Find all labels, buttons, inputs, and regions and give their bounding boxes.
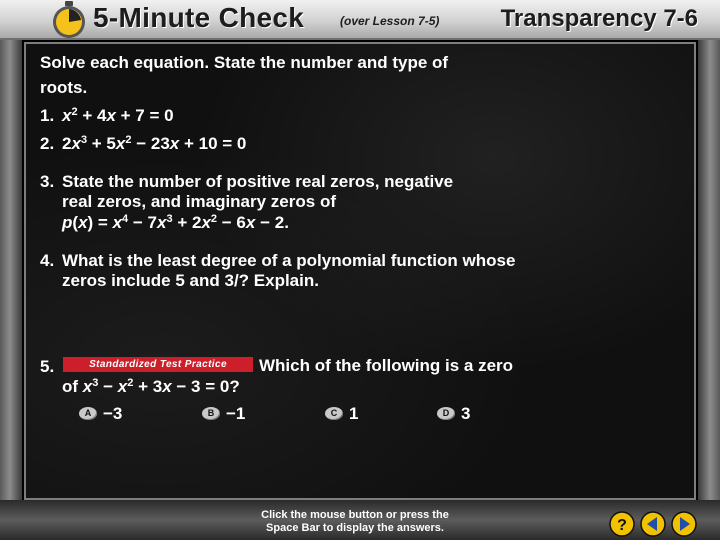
standardized-test-practice-badge: Standardized Test Practice — [63, 357, 253, 372]
header-bar — [0, 0, 720, 40]
question-4-number: 4. — [40, 251, 55, 270]
question-2-equation: $2x^3 + 5x^2 - 23x + 10 = 0$ — [62, 134, 247, 153]
lesson-reference: (over Lesson 7-5) — [340, 14, 440, 28]
previous-arrow-icon[interactable] — [640, 511, 666, 537]
question-1-number: 1. — [40, 106, 55, 125]
page-title: 5-Minute Check — [93, 2, 305, 33]
choice-value-b: −1 — [226, 404, 246, 423]
choice-value-d: 3 — [461, 404, 471, 423]
help-symbol: ? — [617, 517, 627, 534]
question-5-number: 5. — [40, 357, 55, 376]
choice-letter-d: D — [437, 407, 455, 420]
choice-value-c: 1 — [349, 404, 359, 423]
choice-letter-a: A — [79, 407, 97, 420]
instructions-line-1: Click the mouse button or press the — [261, 509, 449, 521]
question-5-line-1: Which of the following is a zero — [259, 356, 514, 375]
left-frame-rail — [0, 40, 22, 540]
question-5-equation: of $x^3 - x^2 + 3x - 3 = 0$? — [62, 377, 240, 396]
question-4-line-1: What is the least degree of a polynomial function whose — [62, 251, 516, 270]
transparency-label: Transparency 7-6 — [500, 5, 698, 32]
next-arrow-icon[interactable] — [671, 511, 697, 537]
choice-letter-c: C — [325, 407, 343, 420]
choice-letter-b: B — [202, 407, 220, 420]
stopwatch-icon — [50, 1, 88, 39]
question-3-line-1: State the number of positive real zeros, negative — [62, 172, 454, 191]
question-2-number: 2. — [40, 134, 55, 153]
right-frame-rail — [698, 40, 720, 540]
question-4-line-2: zeros include 5 and 3/? Explain. — [62, 271, 319, 290]
intro-text-line-1: Solve each equation. State the number and type of — [40, 53, 449, 72]
instructions-line-2: Space Bar to display the answers. — [266, 522, 444, 534]
question-3-number: 3. — [40, 172, 55, 191]
help-icon[interactable] — [609, 511, 635, 537]
choice-value-a: −3 — [103, 404, 123, 423]
question-3-line-2: real zeros, and imaginary zeros of — [62, 192, 336, 211]
instructions-text — [210, 509, 500, 535]
question-3-polynomial: $p(x) = x^4 - 7x^3 + 2x^2 - 6x - 2$. — [62, 213, 289, 232]
intro-text-line-2: roots. — [40, 78, 88, 97]
question-1-equation: $x^2 + 4x + 7 = 0$ — [62, 106, 174, 125]
